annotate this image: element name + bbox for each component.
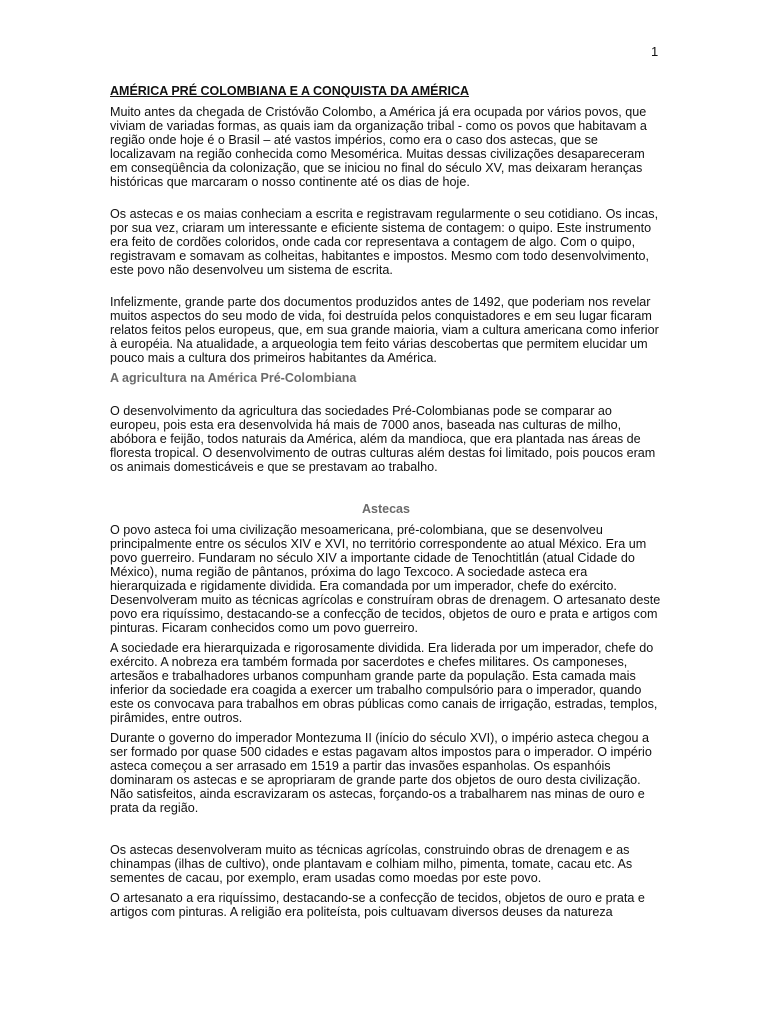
paragraph-agricultura: O desenvolvimento da agricultura das sociedades Pré-Colombianas pode se comparar ao europeu, pois esta era desenvolvida há mais de 7000 anos, baseada nas culturas de milho, abóbora e feijão, todos naturais da América, além da mandioca, que era plantada nas áreas de floresta tropical. O desenvolvimento de outras culturas além destas foi limitado, pois poucos eram os animais domesticáveis e que se prestavam ao trabalho. xyxy=(110,404,656,474)
document-body xyxy=(110,84,662,919)
section-heading-agricultura: A agricultura na América Pré-Colombiana xyxy=(110,371,357,385)
paragraph-artesanato: O artesanato a era riquíssimo, destacando-se a confecção de tecidos, objetos de ouro e prata e artigos com pinturas. A religião era politeísta, pois cultuavam diversos deuses da natureza xyxy=(110,891,645,919)
paragraph-documents: Infelizmente, grande parte dos documentos produzidos antes de 1492, que poderiam nos revelar muitos aspectos do seu modo de vida, foi destruída pelos conquistadores e em seu lugar ficaram relatos feitos pelos europeus, que, em sua grande maioria, viam a cultura americana como inferior à européia. Na atualidade, a arqueologia tem feito várias descobertas que permitem elucidar um pouco mais a cultura dos primeiros habitantes da América. xyxy=(110,295,659,365)
paragraph-astecas-intro: O povo asteca foi uma civilização mesoamericana, pré-colombiana, que se desenvolveu principalmente entre os séculos XIV e XVI, no território correspondente ao atual México. Era um povo guerreiro. Fundaram no século XIV a importante cidade de Tenochtitlán (atual Cidade do México), numa região de pântanos, próxima do lago Texcoco. A sociedade asteca era hierarquizada e rigidamente dividida. Era comandada por um imperador, chefe do exército. Desenvolveram muito as técnicas agrícolas e construíram obras de drenagem. O artesanato deste povo era riquíssimo, destacando-se a confecção de tecidos, objetos de ouro e prata e artigos com pinturas. Ficaram conhecidos como um povo guerreiro. xyxy=(110,523,661,635)
document-title: AMÉRICA PRÉ COLOMBIANA E A CONQUISTA DA AMÉRICA xyxy=(110,84,470,98)
paragraph-writing-systems: Os astecas e os maias conheciam a escrita e registravam regularmente o seu cotidiano. Os incas, por sua vez, criaram um interessante e eficiente sistema de contagem: o quipo. Este instrumento era feito de cordões coloridos, onde cada cor representava a contagem de algo. Com o quipo, registravam e somavam as colheitas, habitantes e impostos. Mesmo com todo desenvolvimento, este povo não desenvolveu um sistema de escrita. xyxy=(110,207,659,277)
paragraph-intro: Muito antes da chegada de Cristóvão Colombo, a América já era ocupada por vários povos, que viviam de variadas formas, as quais iam da organização tribal - como os povos que habitavam a região onde hoje é o Brasil – até vastos impérios, como era o caso dos astecas, que se localizavam na região conhecida como Mesomérica. Muitas dessas civilizações desapareceram em conseqüência da colonização, que se iniciou no final do século XV, mas deixaram heranças históricas que marcaram o nosso continente até os dias de hoje. xyxy=(110,105,647,189)
paragraph-agricultural-techniques: Os astecas desenvolveram muito as técnicas agrícolas, construindo obras de drenagem e as chinampas (ilhas de cultivo), onde plantavam e colhiam milho, pimenta, tomate, cacau etc. As sementes de cacau, por exemplo, eram usadas como moedas por este povo. xyxy=(110,843,633,885)
paragraph-astecas-society: A sociedade era hierarquizada e rigorosamente dividida. Era liderada por um imperador, chefe do exército. A nobreza era também formada por sacerdotes e chefes militares. Os camponeses, artesãos e trabalhadores urbanos compunham grande parte da população. Esta camada mais inferior da sociedade era coagida a exercer um trabalho compulsório para o imperador, quando este os convocava para trabalhos em obras públicas como canais de irrigação, estradas, templos, pirâmides, entre outros. xyxy=(110,641,658,725)
section-heading-astecas: Astecas xyxy=(362,502,410,516)
paragraph-montezuma: Durante o governo do imperador Montezuma II (início do século XVI), o império asteca chegou a ser formado por quase 500 cidades e estas pagavam altos impostos para o imperador. O império asteca começou a ser arrasado em 1519 a partir das invasões espanholas. Os espanhóis dominaram os astecas e se apropriaram de grande parte dos objetos de ouro desta civilização. Não satisfeitos, ainda escravizaram os astecas, forçando-os a trabalharem nas minas de ouro e prata da região. xyxy=(110,731,652,815)
page-number: 1 xyxy=(651,44,659,59)
